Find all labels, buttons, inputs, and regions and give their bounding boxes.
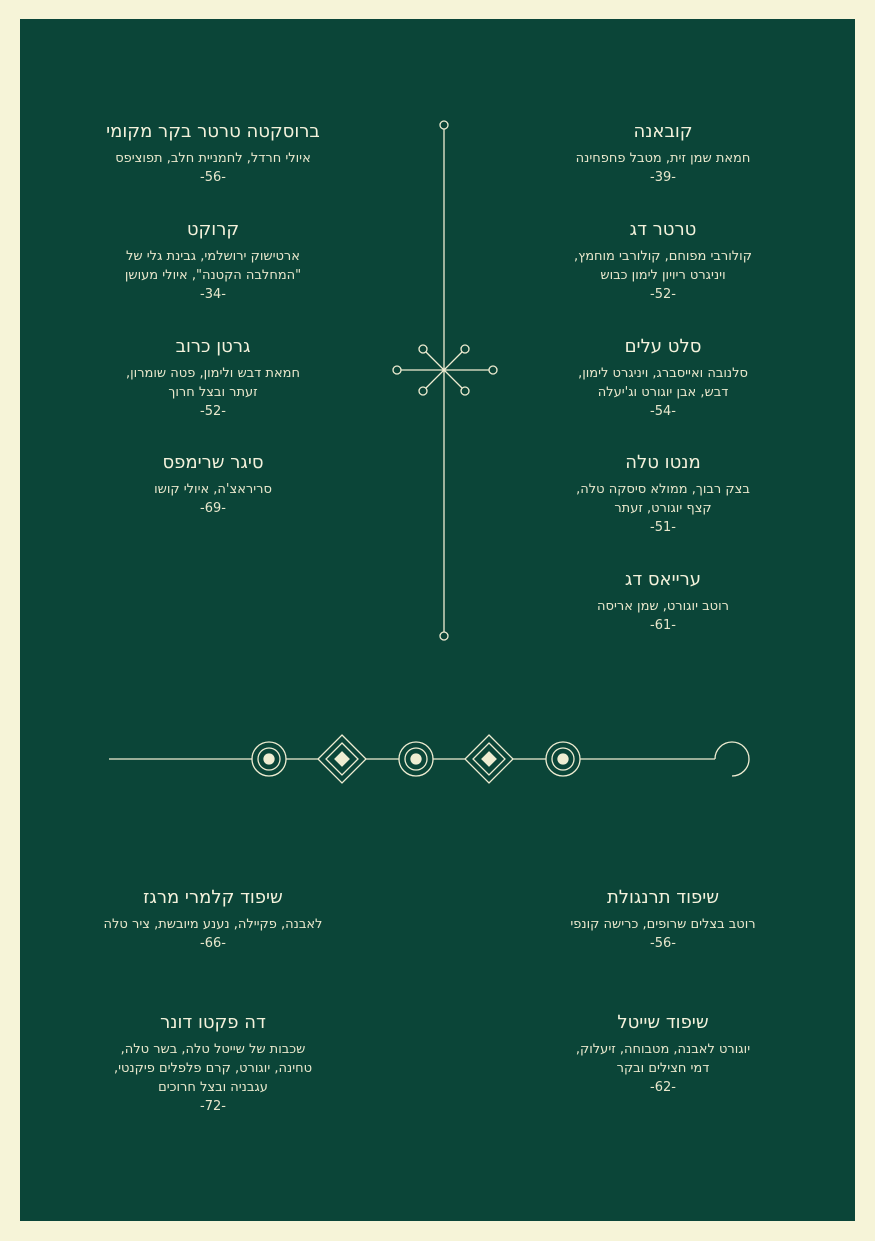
dish-price: -61- bbox=[650, 618, 676, 633]
menu-item bbox=[513, 336, 813, 421]
dish-name: ברוסקטה טרטר בקר מקומי bbox=[106, 121, 320, 142]
dish-description: חמאת דבש ולימון, פטה שומרון, זעתר ובצל חרוך bbox=[126, 366, 300, 400]
dish-price: -56- bbox=[200, 170, 226, 185]
dish-name: דה פקטו דונר bbox=[160, 1012, 266, 1033]
dish-description: לאבנה, פקיילה, נענע מיובשת, ציר טלה bbox=[103, 917, 323, 932]
menu-item bbox=[513, 1012, 813, 1097]
dish-name: גרטן כרוב bbox=[175, 336, 251, 357]
half-circle-icon bbox=[715, 742, 749, 776]
dish-description: סלנובה ואייסברג, ויניגרט לימון, דבש, אבן יוגורט וג'יעלה bbox=[578, 366, 748, 400]
menu-item bbox=[63, 887, 363, 953]
menu-item bbox=[63, 1012, 363, 1116]
dish-name: קרוקט bbox=[186, 219, 240, 240]
dish-price: -54- bbox=[650, 404, 676, 419]
menu-item bbox=[63, 219, 363, 304]
dish-description: שכבות של שייטל טלה, בשר טלה, טחינה, יוגורט, קרם פלפלים פיקנטי, עגבניה ובצל חרוכים bbox=[113, 1042, 313, 1095]
dish-price: -34- bbox=[200, 287, 226, 302]
dish-price: -72- bbox=[200, 1099, 226, 1114]
menu-item bbox=[513, 452, 813, 537]
ring-icon bbox=[252, 742, 286, 776]
dish-price: -56- bbox=[650, 936, 676, 951]
dish-price: -39- bbox=[650, 170, 676, 185]
menu-item bbox=[513, 121, 813, 187]
menu-item bbox=[513, 219, 813, 304]
dish-name: קובאנה bbox=[633, 121, 693, 142]
dish-price: -66- bbox=[200, 936, 226, 951]
dish-name: שיפוד קלמרי מרגז bbox=[143, 887, 283, 908]
starburst-icon bbox=[393, 345, 497, 395]
dish-name: מנטו טלה bbox=[625, 452, 701, 473]
dish-description: בצק רבוך, ממולא סיסקה טלה, קצף יוגורט, זעתר bbox=[576, 482, 750, 516]
diamond-icon bbox=[318, 735, 366, 783]
menu-item bbox=[63, 121, 363, 187]
dish-description: ארטישוק ירושלמי, גבינת גלי של "המחלבה הקטנה", איולי מעושן bbox=[124, 249, 302, 283]
ring-icon bbox=[399, 742, 433, 776]
menu-item bbox=[63, 336, 363, 421]
dish-price: -69- bbox=[200, 501, 226, 516]
dish-description: רוטב בצלים שרופים, כרישה קונפי bbox=[570, 917, 756, 932]
menu-page bbox=[20, 19, 855, 1221]
dish-description: סריראצ'ה, איולי קושו bbox=[154, 482, 272, 497]
dish-name: ערייאס דג bbox=[624, 569, 702, 590]
menu-item bbox=[63, 452, 363, 518]
dish-description: איולי חרדל, לחמניית חלב, תפוציפס bbox=[115, 151, 311, 166]
dish-price: -51- bbox=[650, 520, 676, 535]
vertical-divider bbox=[440, 121, 448, 640]
dish-description: חמאת שמן זית, מטבל פחפחינה bbox=[575, 151, 751, 166]
menu-item bbox=[513, 569, 813, 635]
dish-name: סלט עלים bbox=[624, 336, 702, 357]
dish-name: סיגר שרימפס bbox=[162, 452, 264, 473]
dish-description: רוטב יוגורט, שמן אריסה bbox=[597, 599, 729, 614]
dish-price: -52- bbox=[200, 404, 226, 419]
dish-name: שיפוד תרנגולת bbox=[606, 887, 720, 908]
horizontal-ornament bbox=[109, 735, 749, 783]
dish-price: -62- bbox=[650, 1080, 676, 1095]
dish-description: קולורבי מפוחם, קולורבי מוחמץ, ויניגרט ריויון לימון כבוש bbox=[574, 249, 752, 283]
ring-icon bbox=[546, 742, 580, 776]
menu-item bbox=[513, 887, 813, 953]
dish-name: טרטר דג bbox=[629, 219, 697, 240]
dish-description: יוגורט לאבנה, מטבוחה, זיעלוק, דמי חצילים ובקר bbox=[575, 1042, 751, 1076]
dish-name: שיפוד שייטל bbox=[617, 1012, 709, 1033]
diamond-icon bbox=[465, 735, 513, 783]
dish-price: -52- bbox=[650, 287, 676, 302]
